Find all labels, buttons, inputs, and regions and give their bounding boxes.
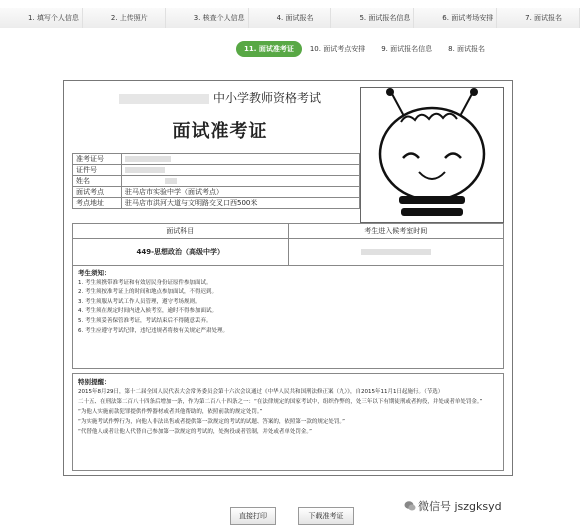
step-5[interactable]: 5. 面试报名信息 [331, 8, 414, 28]
print-button[interactable]: 直接打印 [230, 507, 276, 525]
substep-register[interactable]: 8. 面试报名 [448, 45, 486, 53]
table-row: 准考证号 [73, 154, 360, 165]
step-4[interactable]: 4. 面试报名 [249, 8, 332, 28]
blurred-value [125, 167, 165, 173]
step-7[interactable]: 7. 面试报名 [497, 8, 580, 28]
step-progress-bar [0, 8, 580, 28]
table-row: 考点地址 驻马店市洪河大道与文明路交叉口西500米 [73, 198, 360, 209]
substep-reg-info[interactable]: 9. 面试报名信息 [381, 45, 433, 53]
table-row: 面试科目 考生进入候考室时间 [73, 224, 504, 239]
candidate-notes: 考生须知： 1. 考生须携带准考证和有效居民身份证原件参加面试。 2. 考生须按准考证上的时间和地点参加面试，不得迟到。 3. 考生须服从考试工作人员管理，遵守考场规则。 4. 考生须在规定时间内进入候考室，逾时不得参加面试。 5. 考生须妥善保管准考证，考试结束后不得随意丢弃。 6. 考生应遵守考试纪律，违纪违规者将按有关规定严肃处理。 [72, 265, 504, 369]
candidate-info-table [72, 153, 360, 209]
substep-bar [236, 41, 493, 57]
blurred-value [361, 249, 431, 255]
schedule-table [72, 223, 504, 266]
blurred-value [125, 156, 171, 162]
cartoon-avatar-icon [361, 88, 503, 222]
step-3[interactable]: 3. 核查个人信息 [166, 8, 249, 28]
substep-admission-ticket[interactable]: 11. 面试准考证 [236, 41, 302, 57]
candidate-photo [360, 87, 504, 223]
admission-ticket [63, 80, 513, 476]
ticket-title-line1: 中小学教师资格考试 [80, 89, 360, 106]
legal-notice: 特别提醒： 2015年8月29日，第十二届全国人民代表大会常务委员会第十六次会议通过《中华人民共和国刑法修正案（九）》，自2015年11月1日起施行。（节选） 二十五、在刑法第二百八十四条后增加一条，作为第二百八十四条之一：“在法律规定的国家考试中，组织作弊的，处三年以下有期徒刑或者拘役，并处或者单处罚金。” “为他人实施前款犯罪提供作弊器材或者其他帮助的，依照前款的规定处罚。” “为实施考试作弊行为，向他人非法出售或者提供第一款规定的考试的试题、答案的，依照第一款的规定处罚。” “代替他人或者让他人代替自己参加第一款规定的考试的，处拘役或者管制，并处或者单处罚金。” [72, 373, 504, 471]
table-row: 姓名 [73, 176, 360, 187]
table-row: 449-思想政治（高级中学） [73, 239, 504, 266]
step-6[interactable]: 6. 面试考场安排 [414, 8, 497, 28]
download-button[interactable]: 下载准考证 [298, 507, 354, 525]
watermark-text: 微信号 jszgksyd [418, 500, 502, 513]
blurred-value [165, 178, 177, 184]
substep-venue[interactable]: 10. 面试考点安排 [309, 45, 366, 53]
table-row: 证件号 [73, 165, 360, 176]
table-row: 面试考点 驻马店市实验中学（面试考点） [73, 187, 360, 198]
step-1[interactable]: 1. 填写个人信息 [0, 8, 83, 28]
ticket-title: 面试准考证 [172, 121, 268, 142]
blurred-region [119, 94, 209, 104]
step-2[interactable]: 2. 上传照片 [83, 8, 166, 28]
wechat-icon [404, 500, 416, 512]
